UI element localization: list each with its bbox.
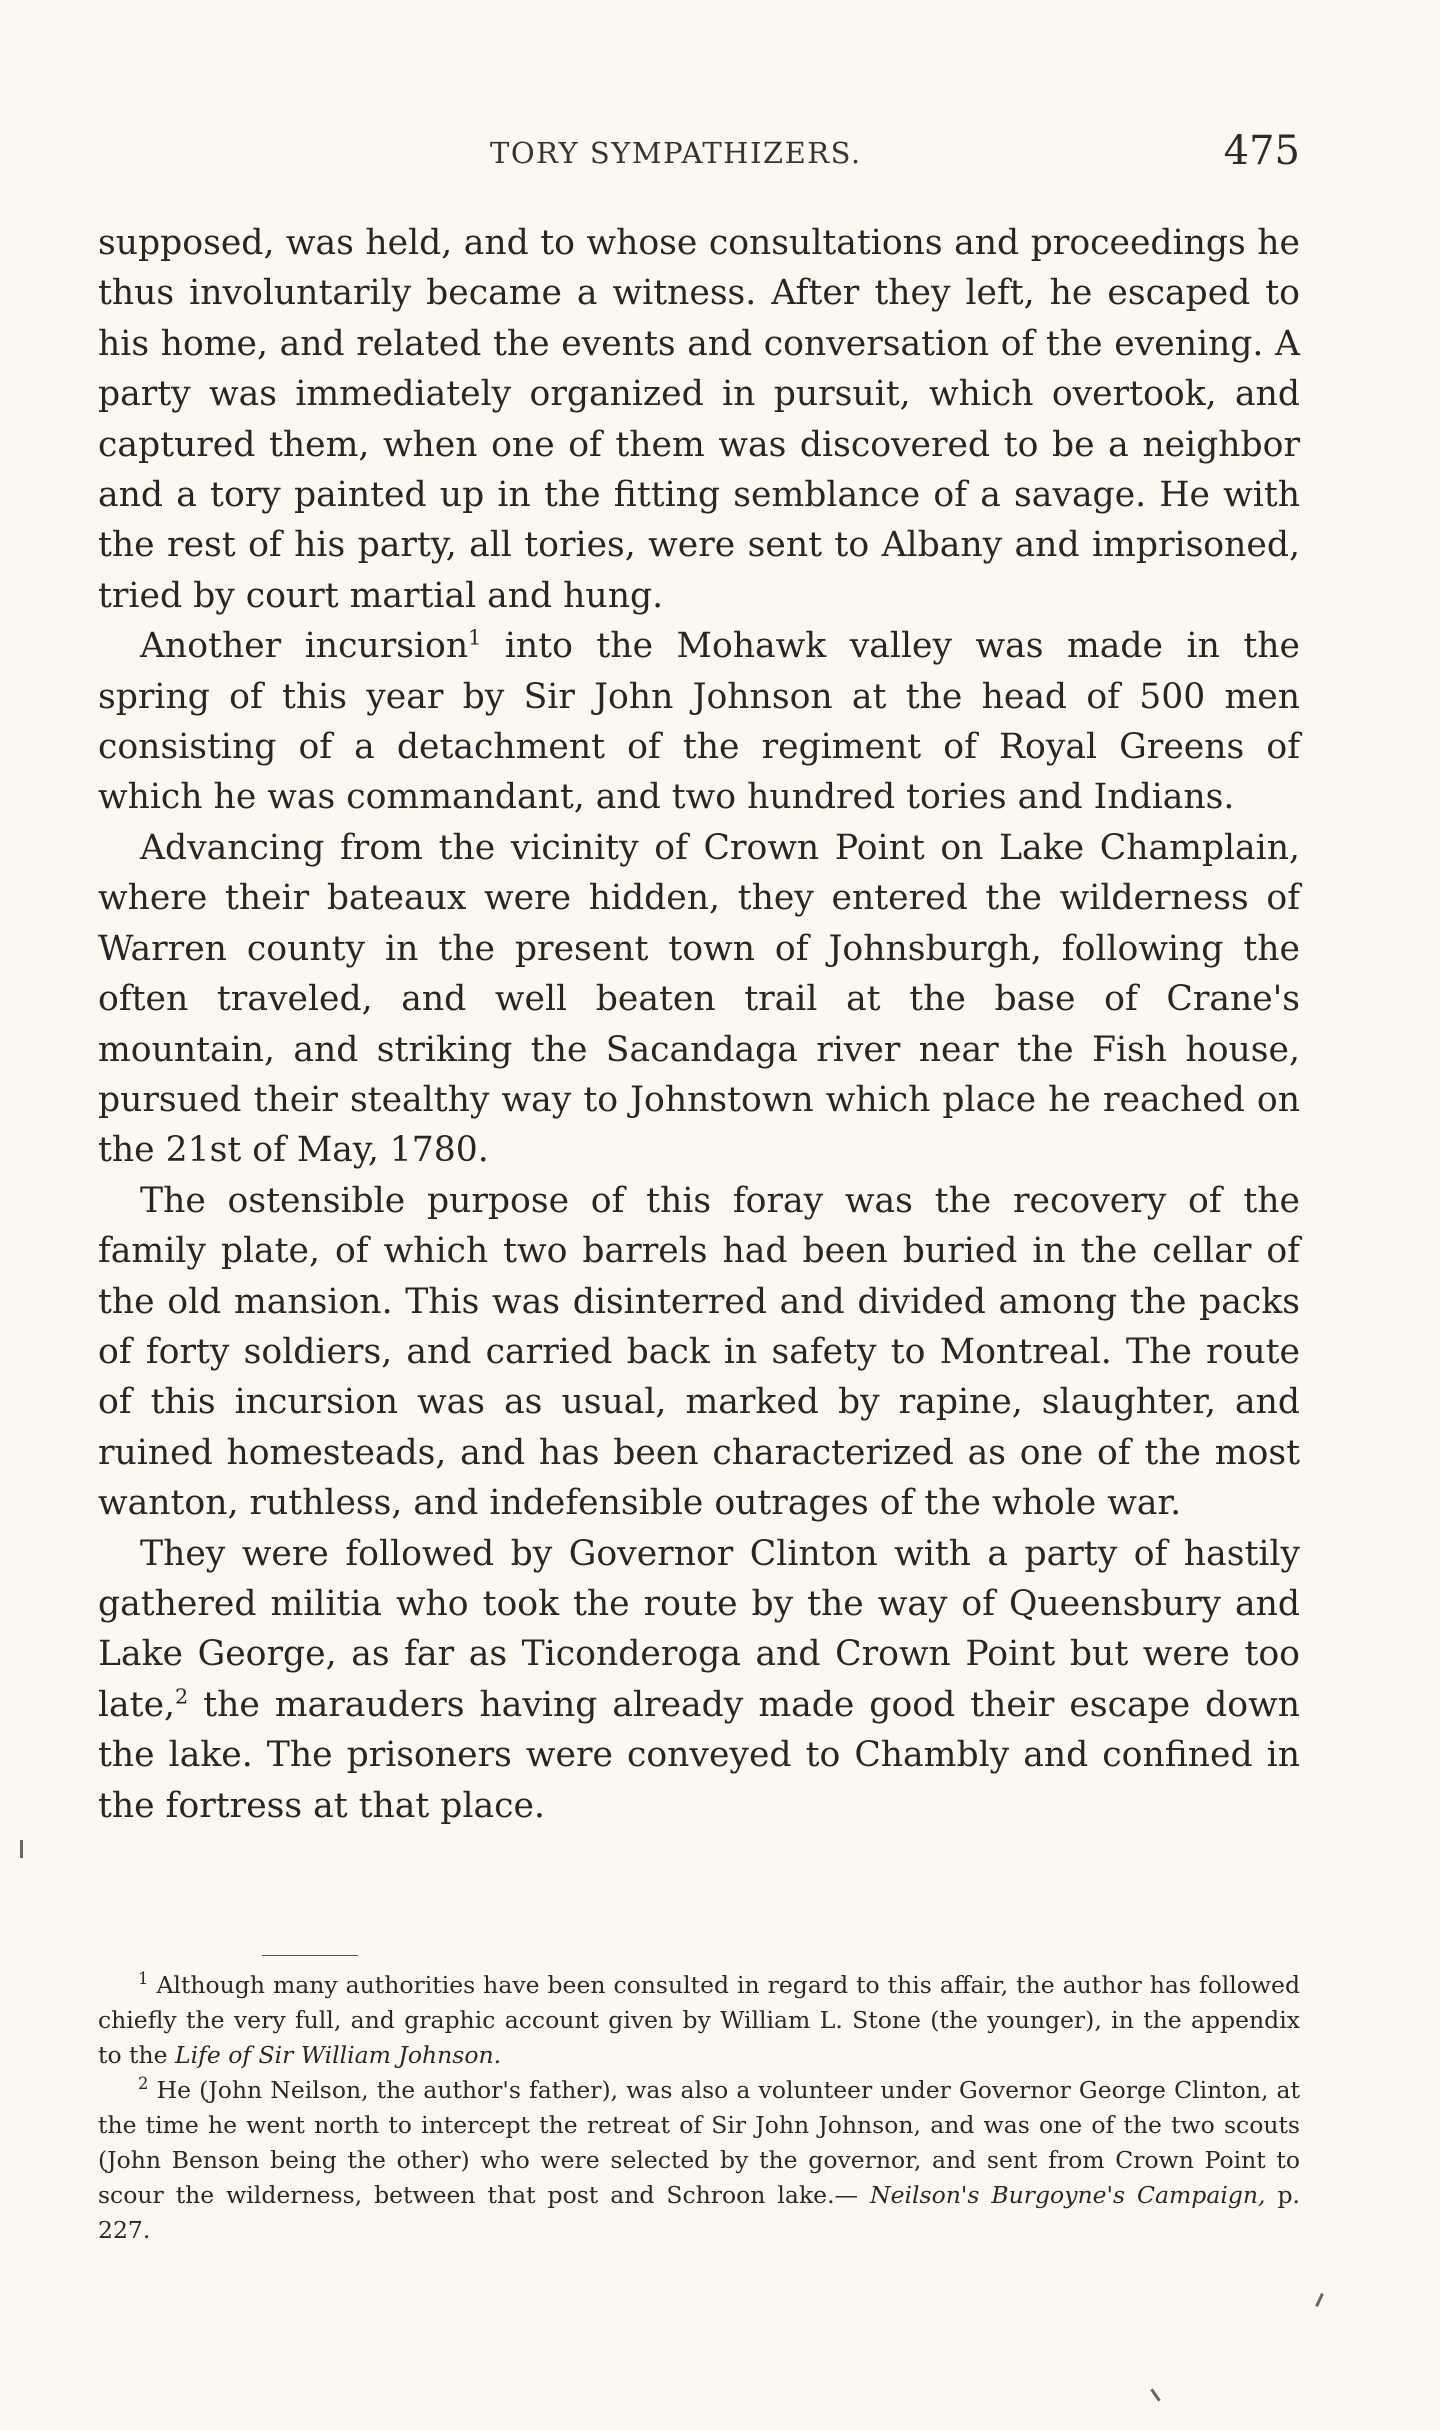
running-head: [490, 128, 1300, 178]
paragraph-2-text-start: Another incursion: [140, 626, 469, 667]
footnotes: [98, 1968, 1300, 2248]
footnote-ref-1: 1: [468, 625, 482, 650]
margin-scratch: [1315, 2293, 1324, 2307]
paragraph-5-text-start: They were followed by Governor Clinton with a party of hastily gathered militia who took the route by the way of Queensbury and Lake George, as far as Ticonderoga and Crown Point but were too late,: [98, 1533, 1300, 1725]
paragraph-clinton: [98, 1529, 1300, 1831]
footnote-2: [98, 2073, 1300, 2248]
footnote-2-title: Neilson's Burgoyne's Campaign,: [870, 2181, 1266, 2209]
paragraph-advancing: [98, 823, 1300, 1176]
footnote-ref-2: 2: [175, 1684, 189, 1709]
footnote-1: [98, 1968, 1300, 2073]
footnote-1-mark: 1: [138, 1969, 149, 1989]
paragraph-incursion: [98, 621, 1300, 823]
paragraph-4-text: The ostensible purpose of this foray was the recovery of the family plate, of which two barrels had been buried in the cellar of the old mansion. This was disinterred and divided among the packs of forty soldiers, and carried back in safety to Montreal. The route of this incursion was as usual, marked by rapine, slaughter, and ruined homesteads, and has been characterized as one of the most wanton, ruthless, and indefensible outrages of the whole war.: [98, 1180, 1300, 1524]
footnote-2-page: p. 227.: [98, 2181, 1301, 2244]
paragraph-purpose: [98, 1176, 1300, 1529]
footnote-1-title: Life of Sir William Johnson.: [175, 2041, 502, 2069]
paragraph-2-text-end: into the Mohawk valley was made in the spring of this year by Sir John Johnson at the head of 500 men consisting of a detachment of the regiment of Royal Greens of which he was commandant, and two hundred tories and Indians.: [98, 626, 1300, 818]
margin-scratch-lower: [1150, 2388, 1160, 2401]
paragraph-3-text: Advancing from the vicinity of Crown Point on Lake Champlain, where their bateaux were hidden, they entered the wilderness of Warren county in the present town of Johnsburgh, following the often traveled, and well beaten trail at the base of Crane's mountain, and striking the Sacandaga river near the Fish house, pursued their stealthy way to Johnstown which place he reached on the 21st of May, 1780.: [98, 827, 1300, 1171]
running-title: TORY SYMPATHIZERS.: [490, 136, 862, 170]
paragraph-continued: [98, 218, 1300, 621]
footnote-2-text: He (John Neilson, the author's father), was also a volunteer under Governor George Clinton, at the time he went north to intercept the retreat of Sir John Johnson, and was one of the two scouts (John Benson being the other) who were selected by the governor, and sent from Crown Point to scour the wilderness, between that post and Schroon lake.—: [98, 2076, 1300, 2209]
main-text: [98, 218, 1300, 1831]
paragraph-5-text-end: the marauders having already made good their escape down the lake. The prisoners were conveyed to Chambly and confined in the fortress at that place.: [98, 1684, 1300, 1826]
margin-tick: [20, 1840, 23, 1858]
paragraph-1-text: supposed, was held, and to whose consultations and proceedings he thus involuntarily became a witness. After they left, he escaped to his home, and related the events and conversation of the evening. A party was immediately organized in pursuit, which overtook, and captured them, when one of them was discovered to be a neighbor and a tory painted up in the fitting semblance of a savage. He with the rest of his party, all tories, were sent to Albany and imprisoned, tried by court martial and hung.: [98, 223, 1300, 616]
footnote-2-mark: 2: [138, 2074, 149, 2094]
footnote-divider: [262, 1955, 358, 1956]
page-number: 475: [1223, 128, 1300, 174]
footnote-1-text: Although many authorities have been consulted in regard to this affair, the author has followed chiefly the very full, and graphic account given by William L. Stone (the younger), in the appendix to the: [98, 1971, 1300, 2069]
